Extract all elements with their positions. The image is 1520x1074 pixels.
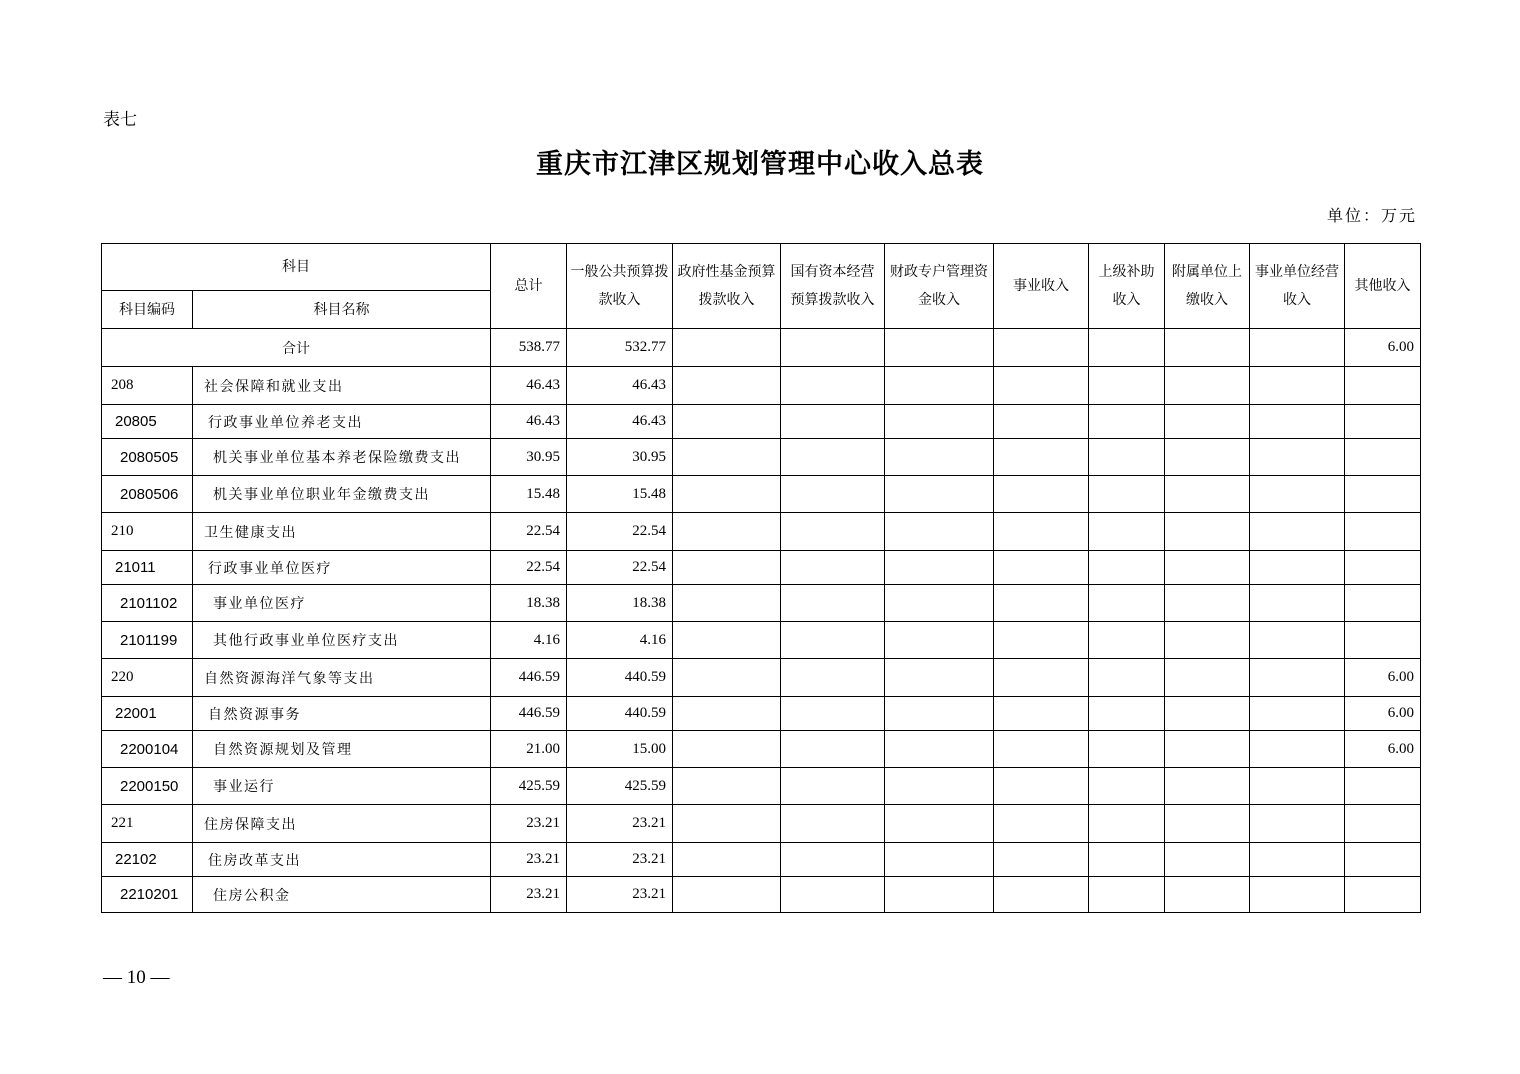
empty-cell bbox=[1165, 513, 1250, 551]
empty-cell bbox=[885, 805, 994, 843]
subject-name: 自然资源海洋气象等支出 bbox=[193, 659, 491, 697]
subject-code: 22001 bbox=[102, 697, 193, 731]
subject-code: 2200150 bbox=[102, 768, 193, 805]
header-name: 科目名称 bbox=[193, 291, 491, 329]
table-body bbox=[102, 329, 1421, 913]
empty-cell bbox=[781, 367, 885, 405]
empty-cell bbox=[885, 551, 994, 585]
empty-cell bbox=[885, 405, 994, 439]
cell-total: 15.48 bbox=[491, 476, 567, 513]
table-row bbox=[102, 768, 1421, 805]
table-row bbox=[102, 551, 1421, 585]
table-row bbox=[102, 659, 1421, 697]
subject-code: 2080505 bbox=[102, 439, 193, 476]
empty-cell bbox=[994, 476, 1089, 513]
empty-cell bbox=[885, 659, 994, 697]
table-row bbox=[102, 843, 1421, 877]
cell-total: 22.54 bbox=[491, 551, 567, 585]
empty-cell bbox=[1089, 551, 1165, 585]
empty-cell bbox=[673, 476, 781, 513]
cell-general-budget: 440.59 bbox=[567, 659, 673, 697]
empty-cell bbox=[673, 805, 781, 843]
cell-other: 6.00 bbox=[1345, 697, 1421, 731]
header-other: 其他收入 bbox=[1345, 244, 1421, 329]
subject-code: 2210201 bbox=[102, 877, 193, 913]
cell-general-budget: 440.59 bbox=[567, 697, 673, 731]
header-gov-fund: 政府性基金预算拨款收入 bbox=[673, 244, 781, 329]
empty-cell bbox=[1089, 697, 1165, 731]
empty-cell bbox=[673, 877, 781, 913]
empty-cell bbox=[1089, 805, 1165, 843]
subject-code: 2101102 bbox=[102, 585, 193, 622]
cell-general-budget: 4.16 bbox=[567, 622, 673, 659]
empty-cell bbox=[885, 622, 994, 659]
subject-code: 20805 bbox=[102, 405, 193, 439]
empty-cell bbox=[1250, 805, 1345, 843]
header-total: 总计 bbox=[491, 244, 567, 329]
empty-cell bbox=[1165, 439, 1250, 476]
empty-cell bbox=[673, 622, 781, 659]
page-number: — 10 — bbox=[103, 967, 170, 988]
empty-cell bbox=[1250, 622, 1345, 659]
unit-label: 单位：万元 bbox=[1326, 206, 1417, 225]
empty-cell bbox=[781, 329, 885, 367]
empty-cell bbox=[1089, 731, 1165, 768]
empty-cell bbox=[781, 843, 885, 877]
empty-cell bbox=[673, 659, 781, 697]
subject-name: 事业单位医疗 bbox=[193, 585, 491, 622]
empty-cell bbox=[994, 405, 1089, 439]
table-row bbox=[102, 439, 1421, 476]
header-general-budget: 一般公共预算拨款收入 bbox=[567, 244, 673, 329]
subject-name: 事业运行 bbox=[193, 768, 491, 805]
subject-name: 住房保障支出 bbox=[193, 805, 491, 843]
header-superior-subsidy: 上级补助收入 bbox=[1089, 244, 1165, 329]
total-cell-other: 6.00 bbox=[1345, 329, 1421, 367]
cell-other bbox=[1345, 877, 1421, 913]
empty-cell bbox=[1165, 329, 1250, 367]
empty-cell bbox=[1089, 329, 1165, 367]
table-row bbox=[102, 405, 1421, 439]
empty-cell bbox=[885, 843, 994, 877]
empty-cell bbox=[1250, 697, 1345, 731]
cell-other bbox=[1345, 367, 1421, 405]
table-row bbox=[102, 585, 1421, 622]
header-operating: 事业单位经营收入 bbox=[1250, 244, 1345, 329]
empty-cell bbox=[885, 731, 994, 768]
empty-cell bbox=[1250, 659, 1345, 697]
empty-cell bbox=[994, 731, 1089, 768]
empty-cell bbox=[885, 768, 994, 805]
subject-name: 社会保障和就业支出 bbox=[193, 367, 491, 405]
empty-cell bbox=[1165, 551, 1250, 585]
empty-cell bbox=[673, 439, 781, 476]
empty-cell bbox=[673, 367, 781, 405]
cell-total: 4.16 bbox=[491, 622, 567, 659]
empty-cell bbox=[781, 731, 885, 768]
empty-cell bbox=[994, 622, 1089, 659]
empty-cell bbox=[673, 405, 781, 439]
cell-total: 446.59 bbox=[491, 659, 567, 697]
subject-name: 住房公积金 bbox=[193, 877, 491, 913]
empty-cell bbox=[885, 367, 994, 405]
empty-cell bbox=[885, 476, 994, 513]
empty-cell bbox=[885, 585, 994, 622]
table-row bbox=[102, 731, 1421, 768]
cell-other bbox=[1345, 476, 1421, 513]
empty-cell bbox=[994, 513, 1089, 551]
table-row bbox=[102, 805, 1421, 843]
empty-cell bbox=[1165, 731, 1250, 768]
empty-cell bbox=[1089, 439, 1165, 476]
empty-cell bbox=[994, 843, 1089, 877]
cell-general-budget: 23.21 bbox=[567, 877, 673, 913]
subject-code: 210 bbox=[102, 513, 193, 551]
empty-cell bbox=[885, 513, 994, 551]
empty-cell bbox=[1250, 551, 1345, 585]
subject-name: 自然资源规划及管理 bbox=[193, 731, 491, 768]
header-fiscal-special: 财政专户管理资金收入 bbox=[885, 244, 994, 329]
cell-total: 446.59 bbox=[491, 697, 567, 731]
empty-cell bbox=[781, 513, 885, 551]
subject-name: 机关事业单位基本养老保险缴费支出 bbox=[193, 439, 491, 476]
empty-cell bbox=[781, 877, 885, 913]
empty-cell bbox=[994, 805, 1089, 843]
subject-name: 住房改革支出 bbox=[193, 843, 491, 877]
cell-general-budget: 46.43 bbox=[567, 367, 673, 405]
empty-cell bbox=[673, 551, 781, 585]
empty-cell bbox=[781, 439, 885, 476]
cell-other bbox=[1345, 439, 1421, 476]
cell-other: 6.00 bbox=[1345, 659, 1421, 697]
empty-cell bbox=[1089, 659, 1165, 697]
empty-cell bbox=[885, 439, 994, 476]
table-label: 表七 bbox=[103, 110, 137, 130]
empty-cell bbox=[673, 329, 781, 367]
total-label: 合计 bbox=[102, 329, 491, 367]
header-state-capital: 国有资本经营预算拨款收入 bbox=[781, 244, 885, 329]
empty-cell bbox=[673, 731, 781, 768]
subject-name: 机关事业单位职业年金缴费支出 bbox=[193, 476, 491, 513]
cell-total: 23.21 bbox=[491, 843, 567, 877]
empty-cell bbox=[1165, 843, 1250, 877]
subject-name: 行政事业单位医疗 bbox=[193, 551, 491, 585]
cell-general-budget: 15.00 bbox=[567, 731, 673, 768]
empty-cell bbox=[1089, 476, 1165, 513]
cell-total: 23.21 bbox=[491, 877, 567, 913]
empty-cell bbox=[994, 329, 1089, 367]
total-row bbox=[102, 329, 1421, 367]
total-cell-general: 532.77 bbox=[567, 329, 673, 367]
table-row bbox=[102, 622, 1421, 659]
empty-cell bbox=[1165, 622, 1250, 659]
empty-cell bbox=[994, 551, 1089, 585]
cell-general-budget: 15.48 bbox=[567, 476, 673, 513]
empty-cell bbox=[1250, 843, 1345, 877]
cell-total: 30.95 bbox=[491, 439, 567, 476]
subject-code: 21011 bbox=[102, 551, 193, 585]
subject-name: 卫生健康支出 bbox=[193, 513, 491, 551]
empty-cell bbox=[781, 659, 885, 697]
cell-general-budget: 23.21 bbox=[567, 805, 673, 843]
table-row bbox=[102, 877, 1421, 913]
subject-code: 2200104 bbox=[102, 731, 193, 768]
empty-cell bbox=[994, 659, 1089, 697]
empty-cell bbox=[1165, 877, 1250, 913]
cell-total: 23.21 bbox=[491, 805, 567, 843]
empty-cell bbox=[994, 367, 1089, 405]
empty-cell bbox=[781, 697, 885, 731]
table-header bbox=[102, 244, 1421, 329]
empty-cell bbox=[673, 843, 781, 877]
empty-cell bbox=[781, 805, 885, 843]
empty-cell bbox=[1165, 768, 1250, 805]
empty-cell bbox=[781, 476, 885, 513]
empty-cell bbox=[1250, 405, 1345, 439]
empty-cell bbox=[1250, 439, 1345, 476]
subject-code: 22102 bbox=[102, 843, 193, 877]
cell-total: 22.54 bbox=[491, 513, 567, 551]
cell-total: 425.59 bbox=[491, 768, 567, 805]
cell-other bbox=[1345, 843, 1421, 877]
subject-name: 其他行政事业单位医疗支出 bbox=[193, 622, 491, 659]
header-code: 科目编码 bbox=[102, 291, 193, 329]
empty-cell bbox=[1165, 476, 1250, 513]
cell-other bbox=[1345, 805, 1421, 843]
empty-cell bbox=[673, 513, 781, 551]
empty-cell bbox=[994, 439, 1089, 476]
empty-cell bbox=[1250, 877, 1345, 913]
subject-name: 行政事业单位养老支出 bbox=[193, 405, 491, 439]
empty-cell bbox=[994, 585, 1089, 622]
income-summary-table bbox=[101, 243, 1421, 913]
empty-cell bbox=[1165, 367, 1250, 405]
empty-cell bbox=[885, 697, 994, 731]
subject-code: 2101199 bbox=[102, 622, 193, 659]
cell-other bbox=[1345, 622, 1421, 659]
empty-cell bbox=[781, 405, 885, 439]
page-title: 重庆市江津区规划管理中心收入总表 bbox=[536, 149, 984, 180]
table-row bbox=[102, 476, 1421, 513]
empty-cell bbox=[1250, 367, 1345, 405]
empty-cell bbox=[1250, 585, 1345, 622]
cell-other: 6.00 bbox=[1345, 731, 1421, 768]
empty-cell bbox=[781, 622, 885, 659]
empty-cell bbox=[1250, 513, 1345, 551]
empty-cell bbox=[673, 697, 781, 731]
empty-cell bbox=[1089, 367, 1165, 405]
cell-total: 21.00 bbox=[491, 731, 567, 768]
empty-cell bbox=[1250, 768, 1345, 805]
empty-cell bbox=[1165, 805, 1250, 843]
table-row bbox=[102, 367, 1421, 405]
empty-cell bbox=[885, 877, 994, 913]
table-row bbox=[102, 513, 1421, 551]
table-row bbox=[102, 697, 1421, 731]
empty-cell bbox=[1165, 405, 1250, 439]
empty-cell bbox=[1089, 513, 1165, 551]
subject-code: 2080506 bbox=[102, 476, 193, 513]
cell-general-budget: 30.95 bbox=[567, 439, 673, 476]
empty-cell bbox=[1089, 585, 1165, 622]
empty-cell bbox=[781, 768, 885, 805]
empty-cell bbox=[1165, 697, 1250, 731]
empty-cell bbox=[673, 585, 781, 622]
cell-general-budget: 46.43 bbox=[567, 405, 673, 439]
cell-other bbox=[1345, 585, 1421, 622]
empty-cell bbox=[673, 768, 781, 805]
empty-cell bbox=[1165, 585, 1250, 622]
empty-cell bbox=[1250, 476, 1345, 513]
cell-other bbox=[1345, 551, 1421, 585]
empty-cell bbox=[1089, 768, 1165, 805]
cell-other bbox=[1345, 513, 1421, 551]
cell-general-budget: 22.54 bbox=[567, 513, 673, 551]
subject-code: 221 bbox=[102, 805, 193, 843]
cell-total: 46.43 bbox=[491, 405, 567, 439]
cell-total: 46.43 bbox=[491, 367, 567, 405]
empty-cell bbox=[1250, 329, 1345, 367]
subject-name: 自然资源事务 bbox=[193, 697, 491, 731]
cell-general-budget: 23.21 bbox=[567, 843, 673, 877]
empty-cell bbox=[781, 551, 885, 585]
total-cell-total: 538.77 bbox=[491, 329, 567, 367]
empty-cell bbox=[994, 877, 1089, 913]
subject-code: 220 bbox=[102, 659, 193, 697]
empty-cell bbox=[1250, 731, 1345, 768]
empty-cell bbox=[1165, 659, 1250, 697]
header-subject: 科目 bbox=[102, 244, 491, 291]
cell-general-budget: 425.59 bbox=[567, 768, 673, 805]
empty-cell bbox=[781, 585, 885, 622]
subject-code: 208 bbox=[102, 367, 193, 405]
empty-cell bbox=[994, 697, 1089, 731]
cell-general-budget: 22.54 bbox=[567, 551, 673, 585]
empty-cell bbox=[1089, 877, 1165, 913]
empty-cell bbox=[1089, 622, 1165, 659]
empty-cell bbox=[994, 768, 1089, 805]
header-business: 事业收入 bbox=[994, 244, 1089, 329]
empty-cell bbox=[1089, 405, 1165, 439]
header-affiliated: 附属单位上缴收入 bbox=[1165, 244, 1250, 329]
empty-cell bbox=[1089, 843, 1165, 877]
cell-total: 18.38 bbox=[491, 585, 567, 622]
cell-other bbox=[1345, 405, 1421, 439]
cell-other bbox=[1345, 768, 1421, 805]
cell-general-budget: 18.38 bbox=[567, 585, 673, 622]
empty-cell bbox=[885, 329, 994, 367]
